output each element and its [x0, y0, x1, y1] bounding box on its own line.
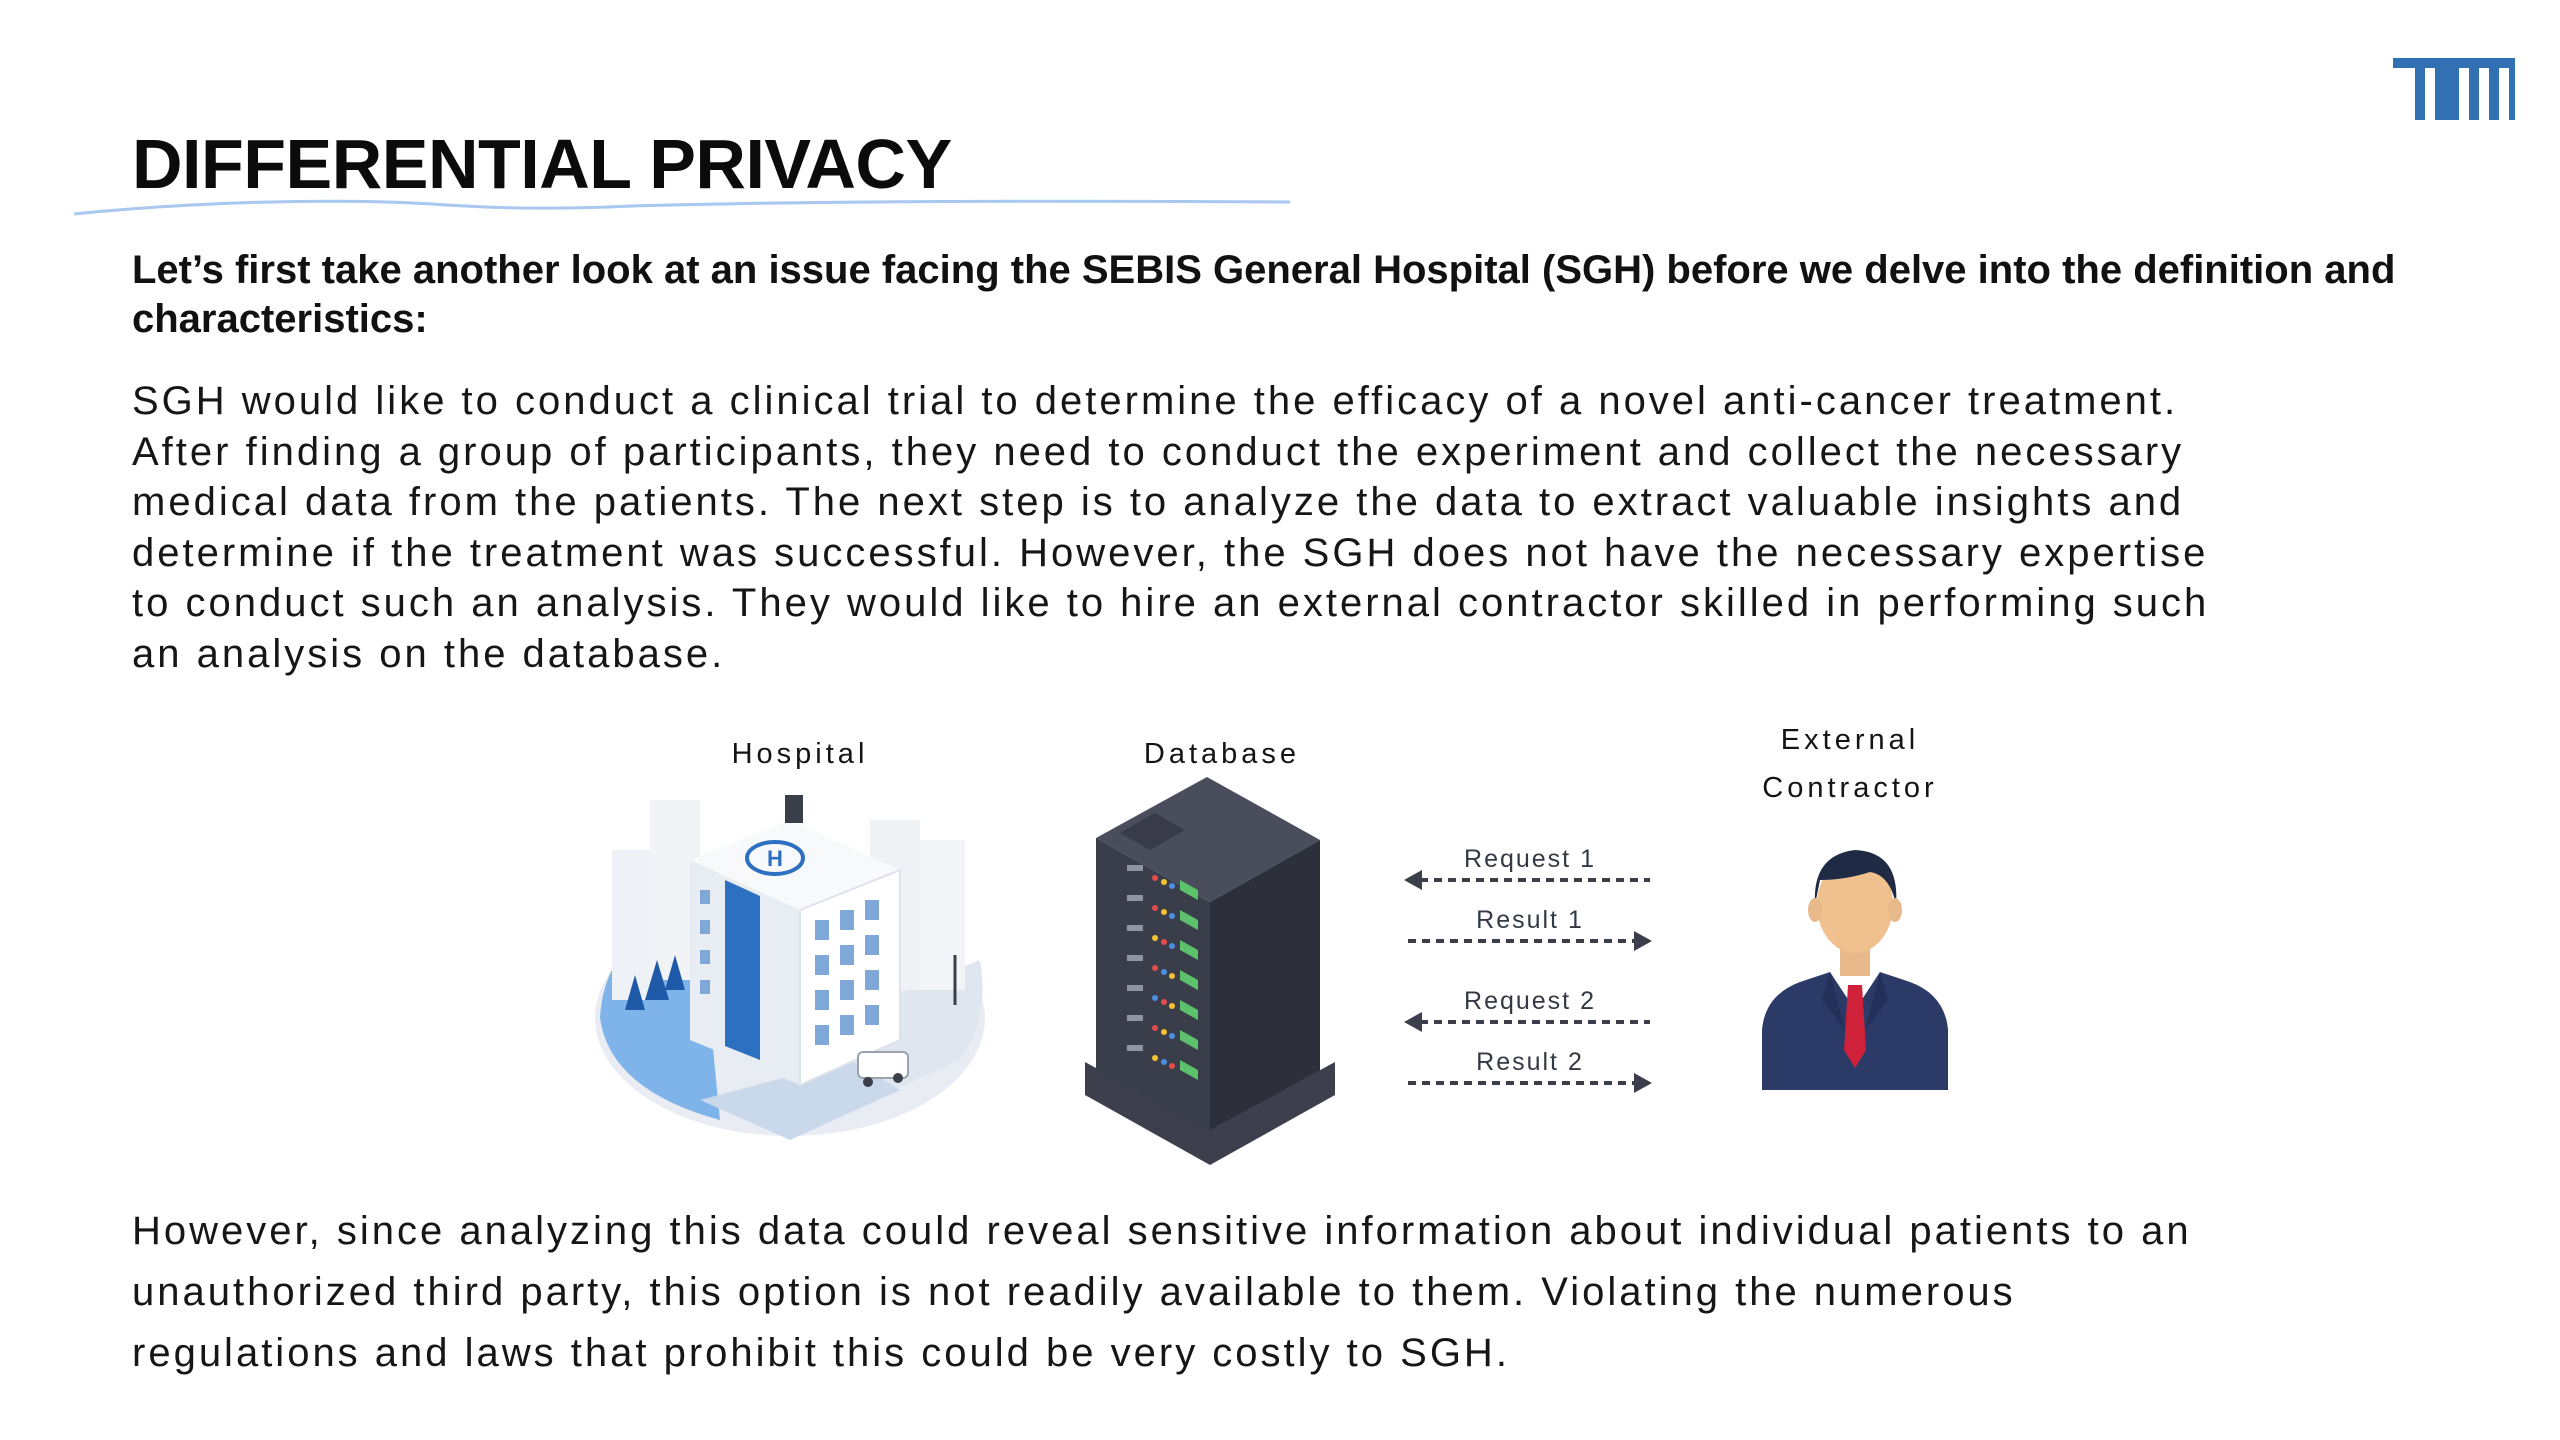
story-line: After finding a group of participants, they need to conduct the experiment and collect the necessary — [132, 429, 2185, 474]
story-line: medical data from the patients. The next step is to analyze the data to extract valuable insights and — [132, 480, 2185, 524]
request-2-arrow — [1404, 987, 1650, 1032]
contractor-label-line1: External — [1780, 724, 1920, 756]
arrow-label: Result 2 — [1476, 1048, 1584, 1076]
request-1-arrow — [1404, 845, 1650, 890]
result-1-arrow — [1408, 906, 1652, 951]
intro-text: Let’s first take another look at an issue facing the SEBIS General Hospital (SGH) before we delve into the definition and characteristics: — [132, 248, 2396, 341]
database-label: Database — [1143, 738, 1301, 770]
arrow-label: Request 2 — [1464, 987, 1596, 1015]
story-line: an analysis on the database. — [132, 631, 726, 676]
conclusion-paragraph — [132, 1201, 2462, 1384]
outro-line: unauthorized third party, this option is not readily available to them. Violating the numerous — [132, 1270, 2016, 1314]
arrow-label: Request 1 — [1464, 845, 1596, 873]
businessman-avatar-icon — [1762, 850, 1948, 1090]
hospital-building-icon — [595, 795, 985, 1140]
story-line: to conduct such an analysis. They would like to hire an external contractor skilled in performing such — [132, 581, 2210, 625]
contractor-label-line2: Contractor — [1762, 772, 1938, 804]
outro-line: However, since analyzing this data could reveal sensitive information about individual patients to an — [132, 1209, 2192, 1253]
svg-text:H: H — [767, 846, 783, 871]
arrow-label: Result 1 — [1476, 906, 1584, 934]
result-2-arrow — [1408, 1048, 1652, 1093]
story-line: determine if the treatment was successful. However, the SGH does not have the necessary expertise — [132, 530, 2209, 575]
server-rack-icon — [1085, 777, 1335, 1165]
story-line: SGH would like to conduct a clinical trial to determine the efficacy of a novel anti-cancer treatment. — [132, 379, 2179, 423]
hospital-label: Hospital — [731, 738, 869, 770]
title-underline — [72, 190, 1292, 220]
tum-logo — [2393, 58, 2515, 120]
outro-line: regulations and laws that prohibit this could be very costly to SGH. — [132, 1331, 1510, 1375]
story-paragraph — [132, 376, 2462, 679]
slide-title: DIFFERENTIAL PRIVACY — [132, 125, 952, 203]
